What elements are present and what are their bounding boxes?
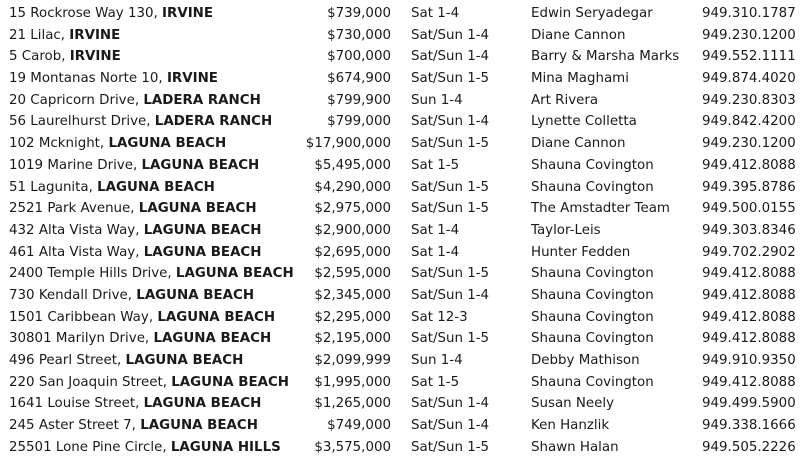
agent-name: Edwin Seryadegar [531, 6, 653, 21]
listing-price: $2,595,000 [314, 266, 391, 282]
open-house-hours: Sat/Sun 1-4 [411, 396, 490, 412]
street-address: 30801 Marilyn Drive, [9, 331, 154, 347]
agent-name: Debby Mathison [531, 353, 640, 368]
open-house-hours: Sat/Sun 1-5 [411, 439, 490, 455]
listing-price: $2,195,000 [314, 331, 391, 347]
listing-address [9, 285, 254, 307]
agent-name: Lynette Colletta [531, 114, 637, 130]
agent-name: Shauna Covington [531, 157, 654, 173]
agent-phone: 949.412.8088 [702, 331, 796, 347]
street-address: 432 Alta Vista Way, [9, 222, 144, 238]
open-house-hours: Sat/Sun 1-5 [411, 179, 490, 195]
listing-price: $4,290,000 [314, 179, 391, 195]
listing-address [9, 415, 258, 437]
listing-address [9, 46, 121, 68]
agent-phone: 949.842.4200 [702, 114, 796, 130]
city-name: IRVINE [69, 49, 121, 65]
city-name: LAGUNA BEACH [175, 266, 294, 282]
listing-address [9, 350, 243, 372]
agent-phone: 949.412.8088 [702, 309, 796, 325]
street-address: 1019 Marine Drive, [9, 157, 142, 173]
listing-address [9, 111, 272, 133]
listing-price: $5,495,000 [314, 157, 391, 173]
agent-name: Hunter Fedden [531, 244, 631, 260]
listing-row [0, 242, 800, 264]
listing-address [9, 198, 257, 220]
listing-price: $2,099,999 [314, 353, 391, 368]
agent-phone: 949.412.8088 [702, 287, 796, 303]
open-house-hours: Sat/Sun 1-5 [411, 136, 490, 152]
open-house-hours: Sat/Sun 1-5 [411, 201, 490, 217]
listing-address [9, 90, 261, 112]
listing-row [0, 328, 800, 350]
listing-row [0, 133, 800, 155]
street-address: 730 Kendall Drive, [9, 287, 137, 303]
listing-address [9, 242, 261, 264]
listing-row [0, 198, 800, 220]
listing-price: $674,900 [327, 71, 391, 87]
agent-name: Diane Cannon [531, 136, 626, 152]
street-address: 461 Alta Vista Way, [9, 244, 144, 260]
city-name: LADERA RANCH [154, 114, 273, 130]
street-address: 2400 Temple Hills Drive, [9, 266, 176, 282]
street-address: 21 Lilac, [9, 27, 70, 43]
street-address: 5 Carob, [9, 49, 70, 65]
agent-phone: 949.552.1111 [702, 49, 796, 65]
listing-address [9, 25, 120, 47]
listing-price: $2,295,000 [314, 309, 391, 325]
agent-name: Shauna Covington [531, 331, 654, 347]
agent-name: Barry & Marsha Marks [531, 49, 680, 65]
city-name: LAGUNA BEACH [136, 287, 255, 303]
agent-phone: 949.412.8088 [702, 266, 796, 282]
city-name: LAGUNA BEACH [157, 309, 276, 325]
open-house-hours: Sat 1-5 [411, 374, 460, 390]
open-house-hours: Sat 12-3 [411, 309, 468, 325]
listing-row [0, 46, 800, 68]
open-house-hours: Sat 1-4 [411, 244, 460, 260]
listing-address [9, 220, 261, 242]
city-name: IRVINE [166, 71, 218, 87]
listing-address [9, 263, 294, 285]
listing-row [0, 307, 800, 329]
agent-phone: 949.702.2902 [702, 244, 796, 260]
listing-price: $1,265,000 [314, 396, 391, 412]
city-name: IRVINE [162, 6, 214, 21]
city-name: LAGUNA BEACH [143, 222, 262, 238]
city-name: LAGUNA BEACH [97, 179, 215, 195]
street-address: 1501 Caribbean Way, [9, 309, 158, 325]
listing-row [0, 415, 800, 437]
listing-address [9, 133, 226, 155]
open-house-hours: Sat/Sun 1-5 [411, 266, 490, 282]
street-address: 51 Lagunita, [9, 179, 98, 195]
city-name: LAGUNA BEACH [108, 136, 227, 152]
city-name: LADERA RANCH [143, 92, 261, 108]
open-house-hours: Sun 1-4 [411, 353, 463, 368]
listing-row [0, 220, 800, 242]
street-address: 20 Capricorn Drive, [9, 92, 144, 108]
street-address: 25501 Lone Pine Circle, [9, 439, 171, 455]
street-address: 102 Mcknight, [9, 136, 109, 152]
agent-phone: 949.412.8088 [702, 374, 796, 390]
listing-row [0, 25, 800, 47]
city-name: LAGUNA BEACH [125, 353, 244, 368]
agent-phone: 949.230.8303 [702, 92, 796, 108]
open-house-hours: Sun 1-4 [411, 92, 463, 108]
open-house-hours: Sat/Sun 1-4 [411, 287, 490, 303]
agent-name: Susan Neely [531, 396, 615, 412]
open-house-hours: Sat/Sun 1-4 [411, 27, 490, 43]
open-house-hours: Sat/Sun 1-5 [411, 71, 490, 87]
agent-name: Art Rivera [531, 92, 599, 108]
open-house-hours: Sat/Sun 1-4 [411, 114, 490, 130]
agent-phone: 949.500.0155 [702, 201, 796, 217]
listing-address [9, 393, 261, 415]
listing-row [0, 90, 800, 112]
listing-price: $700,000 [327, 49, 391, 65]
agent-phone: 949.338.1666 [702, 418, 796, 434]
city-name: IRVINE [69, 27, 121, 43]
agent-name: Taylor-Leis [531, 222, 601, 238]
city-name: LAGUNA BEACH [143, 244, 262, 260]
street-address: 2521 Park Avenue, [9, 201, 139, 217]
agent-phone: 949.310.1787 [702, 6, 796, 21]
city-name: LAGUNA BEACH [143, 396, 262, 412]
agent-name: Diane Cannon [531, 27, 626, 43]
listing-row [0, 263, 800, 285]
agent-name: Shauna Covington [531, 179, 654, 195]
agent-name: Shauna Covington [531, 266, 654, 282]
listing-price: $2,900,000 [314, 222, 391, 238]
open-house-hours: Sat 1-5 [411, 157, 460, 173]
agent-name: Shauna Covington [531, 309, 654, 325]
listing-address [9, 437, 281, 459]
open-house-hours: Sat/Sun 1-4 [411, 49, 490, 65]
listing-row [0, 350, 800, 372]
agent-phone: 949.910.9350 [702, 353, 796, 368]
open-house-hours: Sat 1-4 [411, 6, 460, 21]
city-name: LAGUNA BEACH [141, 157, 260, 173]
listing-row [0, 111, 800, 133]
agent-phone: 949.395.8786 [702, 179, 796, 195]
listing-address [9, 3, 213, 25]
listing-row [0, 177, 800, 199]
agent-phone: 949.412.8088 [702, 157, 796, 173]
open-house-hours: Sat/Sun 1-4 [411, 418, 490, 434]
open-house-hours: Sat/Sun 1-5 [411, 331, 490, 347]
open-house-listing-table [0, 3, 800, 458]
listing-price: $1,995,000 [314, 374, 391, 390]
listing-address [9, 155, 259, 177]
street-address: 496 Pearl Street, [9, 353, 126, 368]
street-address: 19 Montanas Norte 10, [9, 71, 167, 87]
agent-phone: 949.230.1200 [702, 27, 796, 43]
listing-price: $3,575,000 [314, 439, 391, 455]
listing-address [9, 177, 215, 199]
listing-price: $739,000 [327, 6, 391, 21]
street-address: 15 Rockrose Way 130, [9, 6, 163, 21]
open-house-hours: Sat 1-4 [411, 222, 460, 238]
listing-address [9, 372, 289, 394]
listing-price: $799,000 [327, 114, 391, 130]
street-address: 56 Laurelhurst Drive, [9, 114, 155, 130]
listing-row [0, 372, 800, 394]
listing-row [0, 3, 800, 25]
listing-row [0, 68, 800, 90]
listing-address [9, 328, 271, 350]
street-address: 245 Aster Street 7, [9, 418, 141, 434]
listing-price: $17,900,000 [305, 136, 391, 152]
listing-price: $2,345,000 [314, 287, 391, 303]
agent-phone: 949.499.5900 [702, 396, 796, 412]
agent-name: Mina Maghami [531, 71, 629, 87]
listing-price: $2,975,000 [314, 201, 391, 217]
city-name: LAGUNA BEACH [153, 331, 272, 347]
city-name: LAGUNA HILLS [170, 439, 281, 455]
listing-row [0, 393, 800, 415]
city-name: LAGUNA BEACH [138, 201, 257, 217]
agent-name: Shauna Covington [531, 374, 654, 390]
listing-row [0, 285, 800, 307]
listing-price: $2,695,000 [314, 244, 391, 260]
listing-price: $730,000 [327, 27, 391, 43]
agent-name: Shawn Halan [531, 439, 619, 455]
listing-price: $749,000 [327, 418, 391, 434]
street-address: 220 San Joaquin Street, [9, 374, 172, 390]
agent-phone: 949.230.1200 [702, 136, 796, 152]
listing-row [0, 437, 800, 459]
city-name: LAGUNA BEACH [171, 374, 290, 390]
listing-row [0, 155, 800, 177]
agent-phone: 949.303.8346 [702, 222, 796, 238]
street-address: 1641 Louise Street, [9, 396, 144, 412]
listing-address [9, 307, 275, 329]
agent-name: Ken Hanzlik [531, 418, 610, 434]
listing-address [9, 68, 218, 90]
agent-phone: 949.505.2226 [702, 439, 796, 455]
city-name: LAGUNA BEACH [140, 418, 258, 434]
agent-name: Shauna Covington [531, 287, 654, 303]
listing-price: $799,900 [327, 92, 391, 108]
agent-name: The Amstadter Team [531, 201, 670, 217]
agent-phone: 949.874.4020 [702, 71, 796, 87]
